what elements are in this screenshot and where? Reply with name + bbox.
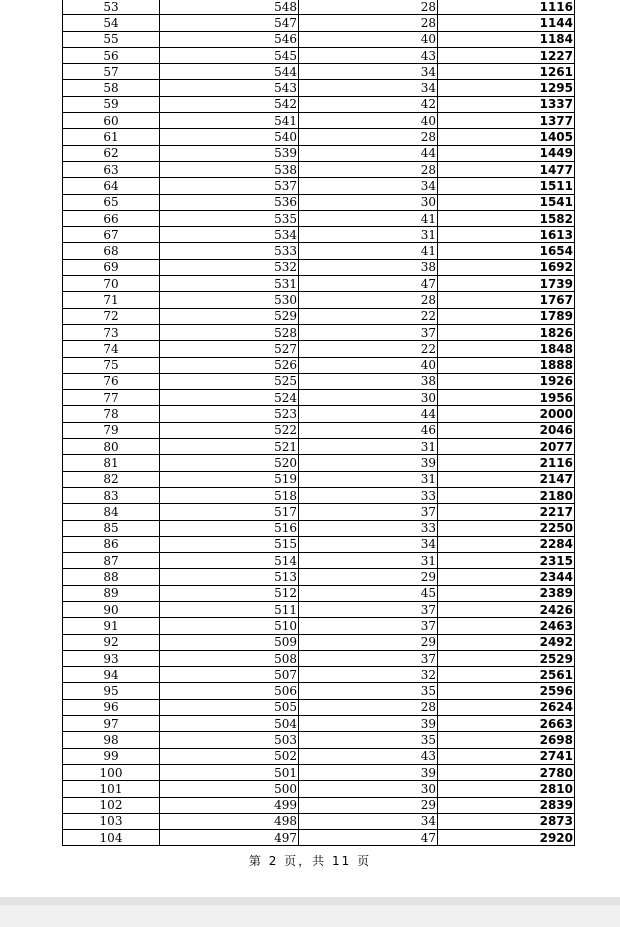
rank-cell: 81 [63,455,160,471]
score-cell: 520 [160,455,299,471]
cumulative-cell: 1184 [438,31,575,47]
table-row [63,178,575,194]
count-cell: 31 [299,439,438,455]
cumulative-cell: 2250 [438,520,575,536]
score-cell: 518 [160,487,299,503]
rank-cell: 79 [63,422,160,438]
score-cell: 530 [160,292,299,308]
count-cell: 34 [299,813,438,829]
table-row [63,357,575,373]
table-row [63,471,575,487]
count-cell: 34 [299,536,438,552]
score-cell: 521 [160,439,299,455]
cumulative-cell: 1116 [438,0,575,15]
rank-cell: 102 [63,797,160,813]
table-row [63,145,575,161]
cumulative-cell: 2000 [438,406,575,422]
count-cell: 47 [299,276,438,292]
table-row [63,390,575,406]
score-cell: 501 [160,764,299,780]
cumulative-cell: 2147 [438,471,575,487]
cumulative-cell: 1789 [438,308,575,324]
score-cell: 528 [160,324,299,340]
viewer-bottom-bar [0,897,620,927]
count-cell: 41 [299,243,438,259]
rank-cell: 98 [63,732,160,748]
cumulative-cell: 2344 [438,569,575,585]
count-cell: 39 [299,764,438,780]
cumulative-cell: 2389 [438,585,575,601]
table-row [63,64,575,80]
count-cell: 40 [299,31,438,47]
table-row [63,797,575,813]
rank-cell: 62 [63,145,160,161]
rank-cell: 89 [63,585,160,601]
rank-cell: 101 [63,781,160,797]
count-cell: 30 [299,781,438,797]
count-cell: 37 [299,504,438,520]
cumulative-cell: 2217 [438,504,575,520]
table-row [63,0,575,15]
cumulative-cell: 1337 [438,96,575,112]
count-cell: 34 [299,64,438,80]
table-row [63,324,575,340]
count-cell: 28 [299,129,438,145]
rank-cell: 99 [63,748,160,764]
cumulative-cell: 2426 [438,601,575,617]
table-row [63,650,575,666]
table-row [63,716,575,732]
table-row [63,80,575,96]
cumulative-cell: 2810 [438,781,575,797]
table-row [63,813,575,829]
cumulative-cell: 1888 [438,357,575,373]
count-cell: 37 [299,324,438,340]
cumulative-cell: 1654 [438,243,575,259]
count-cell: 47 [299,830,438,846]
horizontal-scrollbar[interactable] [0,897,620,905]
cumulative-cell: 2596 [438,683,575,699]
cumulative-cell: 2315 [438,553,575,569]
count-cell: 46 [299,422,438,438]
cumulative-cell: 2492 [438,634,575,650]
score-cell: 532 [160,259,299,275]
table-row [63,113,575,129]
score-cell: 519 [160,471,299,487]
cumulative-cell: 2663 [438,716,575,732]
score-cell: 543 [160,80,299,96]
score-cell: 514 [160,553,299,569]
score-cell: 535 [160,210,299,226]
table-row [63,830,575,846]
score-cell: 513 [160,569,299,585]
score-cell: 517 [160,504,299,520]
score-cell: 506 [160,683,299,699]
cumulative-cell: 1582 [438,210,575,226]
count-cell: 39 [299,716,438,732]
table-row [63,210,575,226]
cumulative-cell: 1511 [438,178,575,194]
count-cell: 34 [299,178,438,194]
cumulative-cell: 1767 [438,292,575,308]
score-cell: 539 [160,145,299,161]
rank-cell: 94 [63,667,160,683]
count-cell: 29 [299,634,438,650]
table-row [63,748,575,764]
rank-cell: 73 [63,324,160,340]
score-table-body [63,0,575,846]
table-row [63,96,575,112]
rank-cell: 71 [63,292,160,308]
score-cell: 499 [160,797,299,813]
rank-cell: 66 [63,210,160,226]
count-cell: 28 [299,699,438,715]
table-row [63,504,575,520]
rank-cell: 75 [63,357,160,373]
rank-cell: 69 [63,259,160,275]
score-cell: 511 [160,601,299,617]
count-cell: 28 [299,161,438,177]
cumulative-cell: 2463 [438,618,575,634]
score-cell: 541 [160,113,299,129]
rank-cell: 87 [63,553,160,569]
table-row [63,194,575,210]
count-cell: 29 [299,797,438,813]
count-cell: 43 [299,748,438,764]
rank-cell: 57 [63,64,160,80]
cumulative-cell: 2116 [438,455,575,471]
cumulative-cell: 1956 [438,390,575,406]
score-cell: 516 [160,520,299,536]
table-row [63,31,575,47]
table-row [63,373,575,389]
cumulative-cell: 2180 [438,487,575,503]
score-cell: 534 [160,227,299,243]
score-cell: 498 [160,813,299,829]
rank-cell: 72 [63,308,160,324]
count-cell: 40 [299,113,438,129]
score-cell: 531 [160,276,299,292]
count-cell: 29 [299,569,438,585]
rank-cell: 59 [63,96,160,112]
table-row [63,455,575,471]
table-row [63,781,575,797]
table-row [63,553,575,569]
score-cell: 536 [160,194,299,210]
cumulative-cell: 2741 [438,748,575,764]
cumulative-cell: 1739 [438,276,575,292]
count-cell: 22 [299,308,438,324]
table-row [63,406,575,422]
score-cell: 527 [160,341,299,357]
rank-cell: 67 [63,227,160,243]
table-row [63,536,575,552]
rank-cell: 96 [63,699,160,715]
page-footer: 第 2 页，共 11 页 [248,854,372,868]
cumulative-cell: 1144 [438,15,575,31]
count-cell: 45 [299,585,438,601]
table-row [63,569,575,585]
score-cell: 526 [160,357,299,373]
rank-cell: 84 [63,504,160,520]
count-cell: 37 [299,601,438,617]
table-row [63,764,575,780]
table-row [63,601,575,617]
cumulative-cell: 2920 [438,830,575,846]
rank-cell: 97 [63,716,160,732]
count-cell: 37 [299,650,438,666]
rank-cell: 93 [63,650,160,666]
score-cell: 544 [160,64,299,80]
cumulative-cell: 1227 [438,47,575,63]
table-row [63,259,575,275]
rank-cell: 65 [63,194,160,210]
table-row [63,308,575,324]
score-cell: 547 [160,15,299,31]
rank-cell: 80 [63,439,160,455]
score-cell: 545 [160,47,299,63]
count-cell: 38 [299,373,438,389]
score-cell: 542 [160,96,299,112]
count-cell: 35 [299,683,438,699]
count-cell: 30 [299,390,438,406]
cumulative-cell: 2284 [438,536,575,552]
rank-cell: 92 [63,634,160,650]
table-row [63,585,575,601]
score-cell: 510 [160,618,299,634]
cumulative-cell: 2624 [438,699,575,715]
rank-cell: 82 [63,471,160,487]
count-cell: 44 [299,406,438,422]
count-cell: 43 [299,47,438,63]
score-cell: 500 [160,781,299,797]
count-cell: 33 [299,487,438,503]
count-cell: 38 [299,259,438,275]
score-cell: 538 [160,161,299,177]
rank-cell: 83 [63,487,160,503]
table-row [63,341,575,357]
cumulative-cell: 1477 [438,161,575,177]
cumulative-cell: 2698 [438,732,575,748]
rank-cell: 103 [63,813,160,829]
rank-cell: 100 [63,764,160,780]
rank-cell: 91 [63,618,160,634]
cumulative-cell: 1613 [438,227,575,243]
rank-cell: 88 [63,569,160,585]
count-cell: 32 [299,667,438,683]
rank-cell: 58 [63,80,160,96]
score-table [62,0,575,846]
table-row [63,732,575,748]
table-row [63,683,575,699]
cumulative-cell: 1449 [438,145,575,161]
rank-cell: 86 [63,536,160,552]
table-row [63,667,575,683]
score-cell: 503 [160,732,299,748]
table-row [63,292,575,308]
cumulative-cell: 1295 [438,80,575,96]
score-cell: 505 [160,699,299,715]
count-cell: 28 [299,292,438,308]
rank-cell: 56 [63,47,160,63]
table-row [63,276,575,292]
cumulative-cell: 1926 [438,373,575,389]
score-cell: 540 [160,129,299,145]
cumulative-cell: 1405 [438,129,575,145]
rank-cell: 68 [63,243,160,259]
cumulative-cell: 1261 [438,64,575,80]
count-cell: 37 [299,618,438,634]
cumulative-cell: 2873 [438,813,575,829]
table-row [63,227,575,243]
score-cell: 523 [160,406,299,422]
score-cell: 504 [160,716,299,732]
rank-cell: 78 [63,406,160,422]
table-row [63,634,575,650]
score-cell: 508 [160,650,299,666]
score-cell: 522 [160,422,299,438]
table-row [63,699,575,715]
count-cell: 33 [299,520,438,536]
score-cell: 515 [160,536,299,552]
count-cell: 30 [299,194,438,210]
cumulative-cell: 2561 [438,667,575,683]
count-cell: 39 [299,455,438,471]
count-cell: 41 [299,210,438,226]
table-row [63,520,575,536]
score-cell: 507 [160,667,299,683]
table-row [63,422,575,438]
rank-cell: 61 [63,129,160,145]
table-row [63,15,575,31]
cumulative-cell: 1377 [438,113,575,129]
count-cell: 31 [299,553,438,569]
rank-cell: 63 [63,161,160,177]
cumulative-cell: 2077 [438,439,575,455]
score-cell: 548 [160,0,299,15]
score-cell: 512 [160,585,299,601]
cumulative-cell: 2046 [438,422,575,438]
rank-cell: 95 [63,683,160,699]
rank-cell: 55 [63,31,160,47]
table-row [63,129,575,145]
score-cell: 497 [160,830,299,846]
cumulative-cell: 2529 [438,650,575,666]
rank-cell: 104 [63,830,160,846]
count-cell: 34 [299,80,438,96]
table-row [63,618,575,634]
score-cell: 502 [160,748,299,764]
rank-cell: 76 [63,373,160,389]
count-cell: 35 [299,732,438,748]
count-cell: 42 [299,96,438,112]
count-cell: 44 [299,145,438,161]
cumulative-cell: 2780 [438,764,575,780]
score-cell: 524 [160,390,299,406]
rank-cell: 64 [63,178,160,194]
rank-cell: 90 [63,601,160,617]
score-cell: 525 [160,373,299,389]
cumulative-cell: 1826 [438,324,575,340]
rank-cell: 85 [63,520,160,536]
table-row [63,439,575,455]
count-cell: 28 [299,0,438,15]
table-row [63,47,575,63]
score-cell: 546 [160,31,299,47]
score-cell: 529 [160,308,299,324]
rank-cell: 54 [63,15,160,31]
rank-cell: 60 [63,113,160,129]
cumulative-cell: 1848 [438,341,575,357]
table-row [63,243,575,259]
score-cell: 533 [160,243,299,259]
cumulative-cell: 1692 [438,259,575,275]
cumulative-cell: 2839 [438,797,575,813]
rank-cell: 74 [63,341,160,357]
rank-cell: 53 [63,0,160,15]
rank-cell: 70 [63,276,160,292]
score-cell: 509 [160,634,299,650]
cumulative-cell: 1541 [438,194,575,210]
table-row [63,161,575,177]
count-cell: 40 [299,357,438,373]
count-cell: 31 [299,471,438,487]
count-cell: 22 [299,341,438,357]
score-cell: 537 [160,178,299,194]
table-row [63,487,575,503]
count-cell: 31 [299,227,438,243]
count-cell: 28 [299,15,438,31]
rank-cell: 77 [63,390,160,406]
